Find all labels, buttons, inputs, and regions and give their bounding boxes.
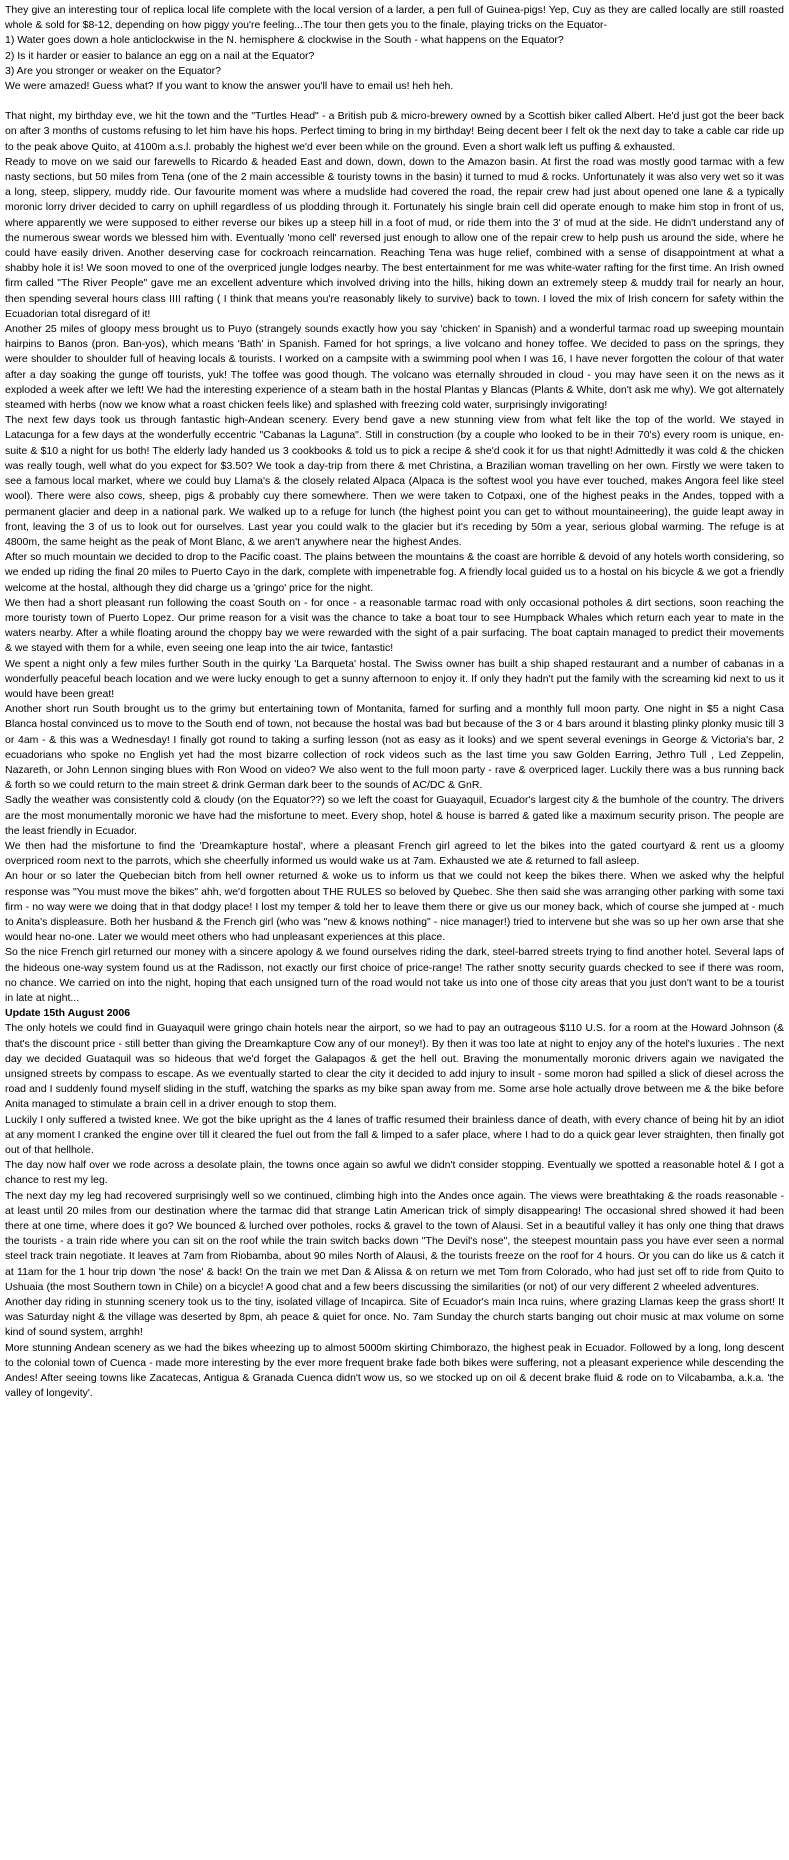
journal-paragraph: We spent a night only a few miles further South in the quirky 'La Barqueta' hostal. The Swiss owner has built a ship shaped restaurant and a number of cabanas in a wonderfully peaceful beach location and we were lucky enough to get a sunny afternoon to enjoy it. If only they hadn't put the family with the screaming kid next to us it would have been great! xyxy=(5,657,784,700)
journal-paragraph: The only hotels we could find in Guayaquil were gringo chain hotels near the airport, so we had to pay an outrageous $110 U.S. for a room at the Howard Johnson (& that's the discount price - still better than giving the Dreamkapture Cow any of our money!). By then it was too late at night to enjoy any of the hotel's luxuries . The next day we decided Guataquil was so hideous that we'd forget the Galapagos & get the hell out. Braving the monumentally moronic drivers again we navigated the unsigned streets by compass to escape. As we eventually started to clear the city it decided to add injury to insult - some moron had spilled a slick of diesel across the road and I suddenly found myself sliding in the stuff, watching the sparks as my bike span away from me. Some arse hole actually drove between me & the bike before Anita managed to stimulate a brain cell in a driver enough to stop them. xyxy=(5,1022,784,1111)
journal-paragraph: 3) Are you stronger or weaker on the Equator? xyxy=(5,64,221,77)
journal-paragraph: The day now half over we rode across a desolate plain, the towns once again so awful we didn't consider stopping. Eventually we spotted a reasonable hotel & I got a chance to rest my leg. xyxy=(5,1159,784,1187)
journal-paragraph: Another short run South brought us to the grimy but entertaining town of Montanita, famed for surfing and a monthly full moon party. One night in $5 a night Casa Blanca hostal convinced us to move to the South end of town, not because the hostal was bad but because of the 3 or 4 bars around it blasting plinky plonky music till 3 or 4am - & this was a Wednesday! I finally got round to taking a surfing lesson (not as easy as it looks) and we spent several evenings in George & Victoria's bar, 2 ecuadorians who spoke no English yet had the most bizarre collection of rock videos such as the last time you saw Golden Earring, Jethro Tull , Led Zeppelin, Nazareth, or John Lennon singing blues with Ron Wood on video? We also went to the full moon party - rave & overpriced lager. Luckily there was a bus running back & forth so we could return to the main street & drink German dark beer to the sounds of AC/DC & GnR. xyxy=(5,703,784,792)
journal-paragraph: After so much mountain we decided to drop to the Pacific coast. The plains between the mountains & the coast are horrible & devoid of any hotels worth considering, so we ended up riding the final 20 miles to Puerto Cayo in the dark, complete with impenetrable fog. A friendly local guided us to a hostal on his bicycle & we got a friendly welcome at the hostal, although they did charge us a 'gringo' price for the night. xyxy=(5,551,784,594)
journal-paragraph: Sadly the weather was consistently cold & cloudy (on the Equator??) so we left the coast for Guayaquil, Ecuador's largest city & the bumhole of the country. The drivers are the most monumentally moronic we have had the misfortune to meet. Every shop, hotel & house is barred & gated like a maximum security prison. The people are the least friendly in Ecuador. xyxy=(5,794,784,837)
journal-paragraph: We then had the misfortune to find the 'Dreamkapture hostal', where a pleasant French girl agreed to let the bikes into the gated courtyard & rent us a gloomy overpriced room next to the parrots, which she cheerfully informed us would wake us at 7am. Exhausted we ate & returned to fall asleep. xyxy=(5,839,784,868)
journal-paragraph: Another 25 miles of gloopy mess brought us to Puyo (strangely sounds exactly how you say 'chicken' in Spanish) and a wonderful tarmac road up sweeping mountain hairpins to Banos (pron. Ban-yos), which means 'Bath' in Spanish. Famed for hot springs, a live volcano and honey toffee. We decided to pass on the springs, they were shoulder to shoulder full of heaving locals & tourists. I worked on a campsite with a swimming pool when I was 16, I have never forgotten the colour of that water after a day soaking the gunge off tourists, yuk! The toffee was good though. The volcano was eternally shrouded in cloud - you may have seen it on the news as it exploded a week after we left! We had the interesting experience of a steam bath in the hostal Plantas y Blancas (Plants & White, don't ask me why). We got alternately steamed with herbs (now we know what a roast chicken feels like) and splashed with freezing cold water, surprisingly invigorating! xyxy=(5,323,784,412)
journal-paragraph: More stunning Andean scenery as we had the bikes wheezing up to almost 5000m skirting Chimborazo, the highest peak in Ecuador. Followed by a long, long descent to the colonial town of Cuenca - made more interesting by the ever more frequent brake fade both bikes were suffering, not a pleasant experience while descending the Andes! After seeing towns like Zacatecas, Antigua & Granada Cuenca didn't wow us, so we stocked up on oil & decent brake fluid & rode on to Vilcabamba, a.k.a. 'the valley of longevity'. xyxy=(5,1341,784,1400)
journal-paragraph: 1) Water goes down a hole anticlockwise in the N. hemisphere & clockwise in the South - what happens on the Equator? xyxy=(5,34,564,47)
journal-paragraph: Ready to move on we said our farewells to Ricardo & headed East and down, down, down to the Amazon basin. At first the road was mostly good tarmac with a few nasty sections, but 50 miles from Tena (one of the 2 main accessible & touristy towns in the basin) it turned to mud & rocks. Unfortunately it was also very wet so it was a long, steep, slippery, muddy ride. Our favourite moment was where a mudslide had covered the road, the repair crew had just about opened one lane & a typically moronic lorry driver decided to carry on uphill regardless of us plodding through it. Fortunately his single brain cell did operate enough to make him stop in front of us, where apparently we were supposed to either reverse our bikes up a steep hill in a foot of mud, or ride them into the 3' of mud at the side. He didn't understand any of the numerous swear words we blessed him with. Eventually 'mono cell' reversed just enough to allow one of the repair crew to help push us around the side, where he could have easily driven. Another deserving case for cockroach reincarnation. Reaching Tena was huge relief, combined with a sense of disappointment at what a shabby hole it is! We soon moved to one of the overpriced jungle lodges nearby. The best entertainment for me was white-water rafting for the first time. An Irish owned firm called "The River People" gave me an excellent adventure which involved driving into the hills, hiking down an extremely steep & muddy trail for nearly an hour, then spending several hours class IIII rafting ( I think that means you're reasonably likely to survive) back to town. I loved the mix of Irish concern for safety within the Ecuadorian total disregard of it! xyxy=(5,155,784,320)
journal-paragraph: Luckily I only suffered a twisted knee. We got the bike upright as the 4 lanes of traffic resumed their brainless dance of death, with every chance of being hit by an idiot at any moment I cranked the engine over till it cleared the fuel out from the fall & limped to a safer place, where I had to do a quick gear lever straighten, then finally got out of that hellhole. xyxy=(5,1113,784,1157)
journal-paragraph: Another day riding in stunning scenery took us to the tiny, isolated village of Incapirca. Site of Ecuador's main Inca ruins, where grazing Llamas keep the grass short! It was Saturday night & the village was deserted by 8pm, ah peace & quiet for once. No. 7am Sunday the church starts banging out choir music at max volume on some kind of sound system, arrghh! xyxy=(5,1296,784,1339)
update-heading: Update 15th August 2006 xyxy=(5,1007,131,1020)
journal-paragraph: We were amazed! Guess what? If you want to know the answer you'll have to email us! heh heh. xyxy=(5,80,454,93)
journal-paragraph: An hour or so later the Quebecian bitch from hell owner returned & woke us to inform us that we could not keep the bikes there. When we asked why the helpful response was "You must move the bikes" ahh, we'd forgotten about THE RULES so beloved by Quebec. She then said she was arranging other parking with some taxi firm - no way were we doing that in that dodgy place! I lost my temper & told her to leave them there or give us our money back, which of course she jumped at - much to Anita's displeasure. Both her husband & the French girl (who was "new & knows nothing" - nice manager!) tried to intervene but she was so up her own arse that she would hear no-one. Later we would meet others who had unpleasant experiences at this place. xyxy=(5,870,784,944)
journal-paragraph: That night, my birthday eve, we hit the town and the "Turtles Head" - a British pub & micro-brewery owned by a Scottish biker called Albert. He'd just got the beer back on after 3 months of customs refusing to let him have his hops. Perfect timing to bring in my birthday! Being decent beer I felt ok the next day to take a cable car ride up to the peak above Quito, at 4100m a.s.l. probably the highest we'd ever been while on the ground. Even a short walk left us puffing & exhausted. xyxy=(5,110,784,153)
journal-paragraph: So the nice French girl returned our money with a sincere apology & we found ourselves riding the dark, steel-barred streets trying to find another hotel. Several laps of the hideous one-way system found us at the Radisson, not exactly our first choice of price-range! The rather snotty security guards checked to see if there was room, no chance. We carried on into the night, hoping that each unsigned turn of the road would not take us into one of those city areas that you just don't want to be a tourist in late at night... xyxy=(5,946,784,1004)
journal-paragraph: 2) Is it harder or easier to balance an egg on a nail at the Equator? xyxy=(5,49,315,62)
journal-paragraph: We then had a short pleasant run following the coast South on - for once - a reasonable tarmac road with only occasional potholes & dirt sections, soon reaching the more touristy town of Puerto Lopez. Our prime reason for a visit was the chance to take a boat tour to see Humpback Whales which return each year to mate in the waters nearby. After a while floating around the choppy bay we were rewarded with the sight of a pair surfacing. The boat captain managed to predict their movements & we stayed with them for a while, even seeing one leap into the air twice, fantastic! xyxy=(5,596,784,655)
paragraph-spacer xyxy=(5,94,784,109)
journal-paragraph: The next few days took us through fantastic high-Andean scenery. Every bend gave a new stunning view from what felt like the top of the world. We stayed in Latacunga for a few days at the wonderfully eccentric "Cabanas la Laguna". Still in construction (by a couple who looked to be in their 70's) every room is unique, en-suite & $10 a night for us both! The elderly lady handed us 3 cookbooks & told us to pick a recipe & she'd cook it for us that night! Admittedly it was cold & the chicken was really tough, well what do you expect for $3.50? We took a day-trip from there & met Christina, a Brazilian woman travelling on her own. Firstly we were taken to see a famous local market, where we could buy Llama's & the closely related Alpaca (Alpaca is the softest wool you have ever touched, makes Angora feel like steel wool). There were also cows, sheep, pigs & probably cuy there somewhere. Then we were taken to Cotpaxi, one of the highest peaks in the Andes, topped with a permanent glacier and deep in a national park. We walked up to a refuge for lunch (the highest point you can get to without mountaineering), the guide leapt away in front, leaving the 3 of us to look out for ourselves. Last year you could walk to the glacier but it's receding by 50m a year, serious global warming. The refuge is at 4800m, the same height as the peak of Mont Blanc, & we aren't anywhere near the highest Andes. xyxy=(5,414,784,548)
journal-paragraph: The next day my leg had recovered surprisingly well so we continued, climbing high into the Andes once again. The views were breathtaking & the roads reasonable - at least until 20 miles from our destination where the tarmac did that strange Latin American trick of simply disappearing! The occasional shred showed it had been there at one time, where does it go? We bounced & lurched over potholes, rocks & gravel to the town of Alausi. Set in a beautiful valley it has only one thing that draws the tourists - a train ride where you can sit on the roof while the train switch backs down "The Devil's nose", the steepest mountain pass you have ever seen a normal steel track train negotiate. It leaves at 7am from Riobamba, about 90 miles North of Alausi, & the tourists freeze on the roof for 4 hours. Or you can do like us & catch it at 11am for the 1 hour trip down 'the nose' & back! On the train we met Dan & Alissa & on return we met Tom from Colorado, who had just set off to ride from Quito to Ushuaia (the most Southern town in Chile) on a bicycle! A good chat and a few beers discussing the similarities (or not) of our very different 2 wheeled adventures. xyxy=(5,1189,784,1293)
journal-paragraph: They give an interesting tour of replica local life complete with the local version of a larder, a pen full of Guinea-pigs! Yep, Cuy as they are called locally are still roasted whole & sold for $8-12, depending on how piggy you're feeling...The tour then gets you to the finale, playing tricks on the Equator- xyxy=(5,4,784,32)
